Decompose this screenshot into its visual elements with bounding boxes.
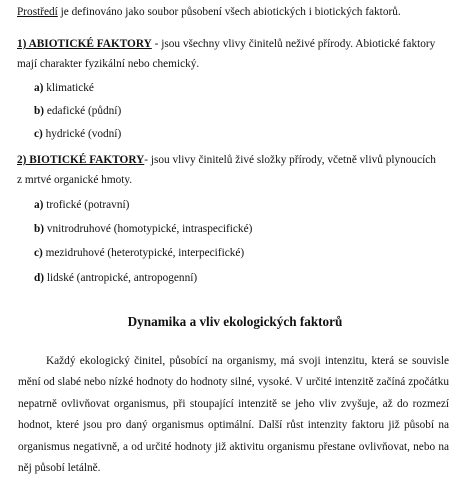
paragraph-text: Každý ekologický činitel, působící na organismy, má svoji intenzitu, která se souvisle mění od slabé nebo nízké hodnoty do hodnoty silné, vysoké. V určité intenzitě začíná zpočátku nepatrně ovlivňovat organismus, při stoupající intenzitě se jeho vliv zvyšuje, až do rozmezí hodnot, které jsou pro daný organismus optimální. Další růst intenzity faktoru již působí na organismus negativně, a od určité hodnoty již aktivitu organismu přestane ovlivňovat, nebo na něj působí letálně. [18,355,449,475]
section1-item [34,104,121,118]
section1-title: 1) ABIOTICKÉ FAKTORY [17,38,152,50]
section1-item [34,81,94,95]
section1-desc-line2: mají charakter fyzikální nebo chemický. [17,58,200,70]
item-text: edafické (půdní) [44,105,122,117]
section2-item [34,271,197,285]
item-text: lidské (antropické, antropogenní) [44,272,198,284]
item-text: mezidruhové (heterotypické, interpecifické) [42,247,245,259]
item-letter: a) [34,199,44,211]
item-letter: b) [34,223,45,235]
section2-item [34,222,252,236]
body-paragraph [18,351,449,479]
item-letter: d) [34,272,45,284]
item-text: klimatické [43,82,94,94]
section-heading: Dynamika a vliv ekologických faktorů [127,314,343,329]
section1-heading-line [17,37,435,51]
intro-text: je definováno jako soubor působení všech abiotických i biotických faktorů. [57,6,401,18]
item-text: trofické (potravní) [43,199,130,211]
section2-desc-line1: - jsou vlivy činitelů živé složky přírody, včetně vlivů plynoucích [144,154,436,166]
item-letter: b) [34,105,45,117]
item-text: vnitrodruhové (homotypické, intraspecifické) [44,223,253,235]
section2-item [34,198,129,212]
section1-item [34,127,121,141]
section2-heading-line [17,153,436,167]
item-text: hydrické (vodní) [42,128,122,140]
intro-line [17,5,401,19]
section1-desc-line1: - jsou všechny vlivy činitelů neživé přírody. Abiotické faktory [151,38,436,50]
section2-title: 2) BIOTICKÉ FAKTORY [17,154,145,166]
section2-item [34,246,244,260]
section2-desc-line2: z mrtvé organické hmoty. [17,174,133,186]
item-letter: c) [34,247,43,259]
intro-term: Prostředí [17,6,58,18]
item-letter: a) [34,82,44,94]
item-letter: c) [34,128,43,140]
